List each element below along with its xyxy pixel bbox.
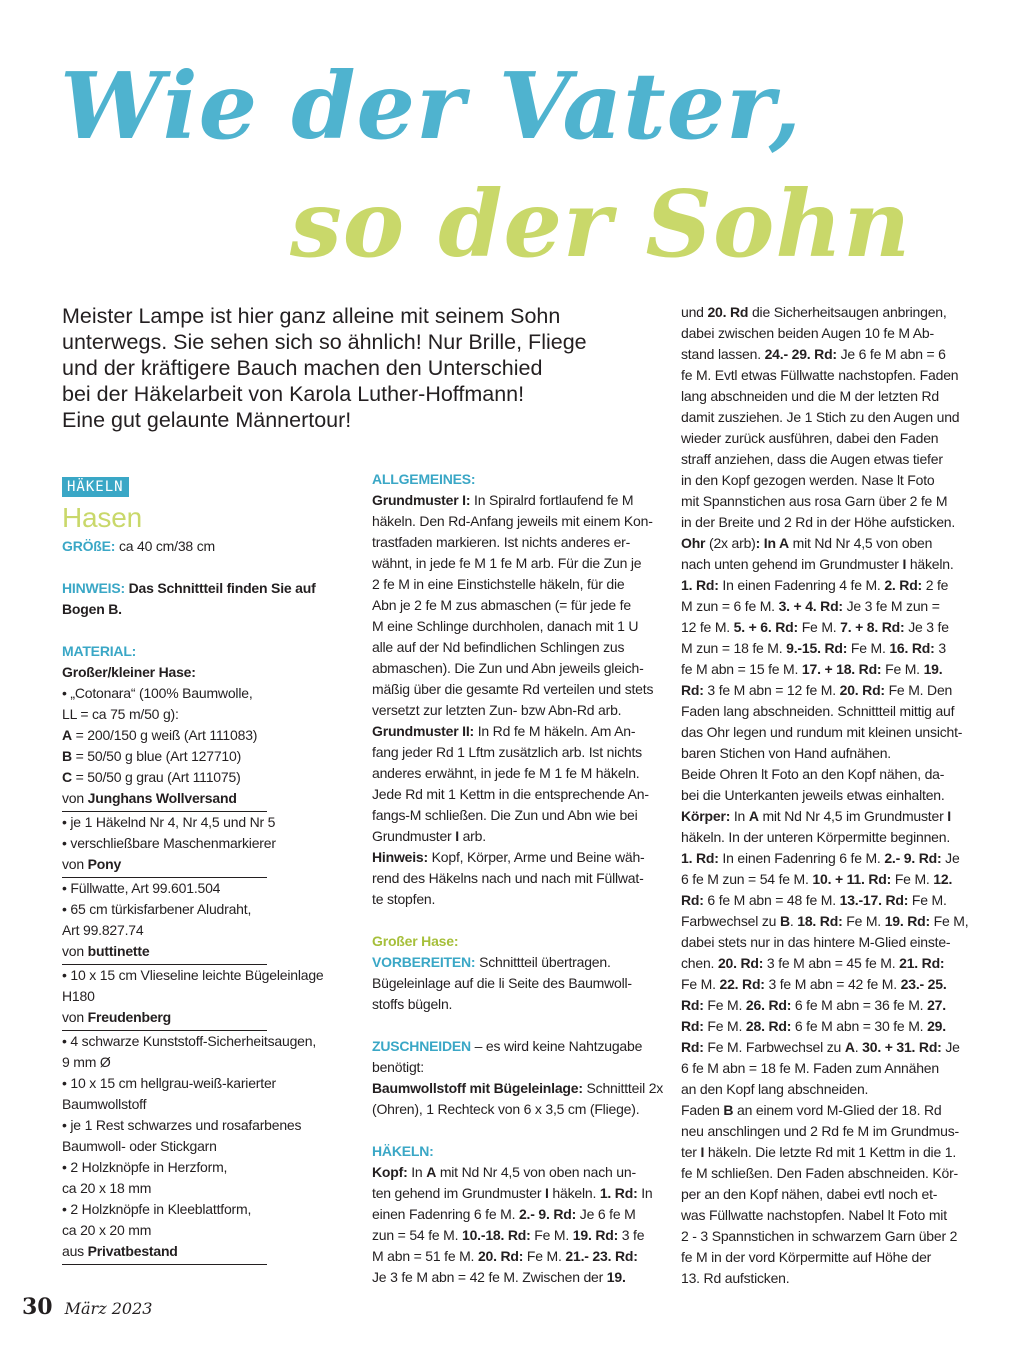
page-number: 30 — [22, 1294, 53, 1320]
supplier-line: von Junghans Wollversand — [62, 790, 237, 806]
material-line: B = 50/50 g blue (Art 127710) — [62, 748, 242, 764]
text-line: lang abschneiden und die M der letzten Rd — [681, 388, 939, 404]
section-heading: Hasen — [62, 502, 142, 533]
intro-line: Eine gut gelaunte Männertour! — [62, 408, 352, 432]
text-line: Bügeleinlage auf die li Seite des Baumwoll- — [372, 975, 632, 991]
intro-line: und der kräftigere Bauch machen den Unterschied — [62, 356, 543, 380]
text-line: Rd: Fe M. 26. Rd: 6 fe M abn = 36 fe M. 27. — [681, 997, 946, 1013]
text-line: an den Kopf lang abschneiden. — [681, 1081, 869, 1097]
text-line: M zun = 18 fe M. 9.-15. Rd: Fe M. 16. Rd: 3 — [681, 640, 946, 656]
material-line: ca 20 x 20 mm — [62, 1222, 152, 1238]
material-line: • 10 x 15 cm hellgrau-weiß-karierter — [62, 1075, 276, 1091]
text-line: in der Breite und 2 Rd in der Höhe aufsticken. — [681, 514, 956, 530]
text-line: fe M. Evtl etwas Füllwatte nachstopfen. Faden — [681, 367, 959, 383]
text-line: in den Kopf gezogen werden. Nase lt Foto — [681, 472, 935, 488]
crochet-heading: HÄKELN: — [372, 1143, 434, 1159]
text-line: häkeln. In der unteren Körpermitte beginnen. — [681, 829, 951, 845]
material-line: LL = ca 75 m/50 g): — [62, 706, 179, 722]
material-line: • je 1 Häkelnd Nr 4, Nr 4,5 und Nr 5 — [62, 814, 276, 830]
text-line: chen. 20. Rd: 3 fe M abn = 45 fe M. 21. Rd: — [681, 955, 945, 971]
intro-line: bei der Häkelarbeit von Karola Luther-Hoffmann! — [62, 382, 525, 406]
text-line: dabei zwischen beiden Augen 10 fe M Ab- — [681, 325, 934, 341]
material-line: • 4 schwarze Kunststoff-Sicherheitsaugen, — [62, 1033, 317, 1049]
text-line: 2 fe M in eine Einstichstelle häkeln, für die — [372, 576, 625, 592]
material-line: Baumwollstoff — [62, 1096, 147, 1112]
text-line: ter I häkeln. Die letzte Rd mit 1 Kettm in die 1. — [681, 1144, 957, 1160]
hint-line: HINWEIS: Das Schnittteil finden Sie auf — [62, 580, 316, 596]
text-line: Grundmuster I: In Spiralrd fortlaufend fe M — [372, 492, 634, 508]
text-line: 2 - 3 Spannstichen in schwarzem Garn über 2 — [681, 1228, 958, 1244]
text-line: versetzt zur letzten Zun- bzw Abn-Rd arb. — [372, 702, 622, 718]
text-line: wähnt, in jede fe M 1 fe M arb. Für die Zun je — [372, 555, 642, 571]
issue-date: März 2023 — [64, 1299, 153, 1318]
material-line: • 65 cm türkisfarbener Aludraht, — [62, 901, 252, 917]
intro-text — [62, 303, 652, 433]
text-line: baren Stichen von Hand aufnähen. — [681, 745, 891, 761]
text-line: Rd: Fe M. Farbwechsel zu A. 30. + 31. Rd: Je — [681, 1039, 960, 1055]
text-line: Faden B an einem vord M-Glied der 18. Rd — [681, 1102, 942, 1118]
supplier-line: von Pony — [62, 856, 122, 872]
text-line: 1. Rd: In einen Fadenring 4 fe M. 2. Rd: 2 fe — [681, 577, 949, 593]
material-line: Baumwoll- oder Stickgarn — [62, 1138, 217, 1154]
text-line: Jede Rd mit 1 Kettm in die entsprechende An- — [372, 786, 649, 802]
text-line: Rd: 6 fe M abn = 48 fe M. 13.-17. Rd: Fe M. — [681, 892, 947, 908]
text-line: fangs-M schließen. Die Zun und Abn wie bei — [372, 807, 638, 823]
text-line: te stopfen. — [372, 891, 436, 907]
text-line: ten gehend im Grundmuster I häkeln. 1. Rd: In — [372, 1185, 653, 1201]
supplier-line: von buttinette — [62, 943, 150, 959]
text-line: trastfaden markieren. Ist nichts anderes er- — [372, 534, 631, 550]
text-line: M zun = 6 fe M. 3. + 4. Rd: Je 3 fe M zun = — [681, 598, 940, 614]
material-line: Art 99.827.74 — [62, 922, 144, 938]
material-line: • 2 Holzknöpfe in Herzform, — [62, 1159, 228, 1175]
supplier-line: aus Privatbestand — [62, 1243, 178, 1259]
size-line: GRÖßE: ca 40 cm/38 cm — [62, 538, 215, 554]
material-line: • Füllwatte, Art 99.601.504 — [62, 880, 221, 896]
column-instructions-2 — [681, 302, 971, 1289]
text-line: bei die Unterkanten jeweils etwas einhalten. — [681, 787, 945, 803]
text-line: zun = 54 fe M. 10.-18. Rd: Fe M. 19. Rd: 3 fe — [372, 1227, 645, 1243]
text-line: mäßig über die gesamte Rd verteilen und stets — [372, 681, 654, 697]
text-line: alle auf der Nd befindlichen Schlingen zus — [372, 639, 625, 655]
page-footer — [22, 1294, 152, 1320]
text-line: 6 fe M abn = 18 fe M. Faden zum Annähen — [681, 1060, 939, 1076]
text-line: und 20. Rd die Sicherheitsaugen anbringen, — [681, 304, 947, 320]
title-line-2: so der Sohn — [290, 170, 912, 278]
material-line: A = 200/150 g weiß (Art 111083) — [62, 727, 258, 743]
text-line: VORBEREITEN: Schnittteil übertragen. — [372, 954, 611, 970]
text-line: 12 fe M. 5. + 6. Rd: Fe M. 7. + 8. Rd: Je 3 fe — [681, 619, 949, 635]
material-heading: MATERIAL: — [62, 643, 137, 659]
text-line: M abn = 51 fe M. 20. Rd: Fe M. 21.- 23. Rd: — [372, 1248, 638, 1264]
text-line: Je 3 fe M abn = 42 fe M. Zwischen der 19. — [372, 1269, 626, 1285]
text-line: 6 fe M zun = 54 fe M. 10. + 11. Rd: Fe M. 12. — [681, 871, 953, 887]
text-line: häkeln. Den Rd-Anfang jeweils mit einem Kon- — [372, 513, 653, 529]
material-subheading: Großer/kleiner Hase: — [62, 664, 196, 680]
material-line: • verschließbare Maschenmarkierer — [62, 835, 276, 851]
material-line: C = 50/50 g grau (Art 111075) — [62, 769, 241, 785]
text-line: Grundmuster II: In Rd fe M häkeln. Am An- — [372, 723, 636, 739]
material-line: • 2 Holzknöpfe in Kleeblattform, — [62, 1201, 252, 1217]
text-line: fe M schließen. Den Faden abschneiden. Kör- — [681, 1165, 958, 1181]
text-line: straff anziehen, dass die Augen etwas tiefer — [681, 451, 943, 467]
text-line: Rd: 3 fe M abn = 12 fe M. 20. Rd: Fe M. Den — [681, 682, 953, 698]
text-line: das Ohr legen und rundum mit kleinen unsicht- — [681, 724, 963, 740]
text-line: Beide Ohren lt Foto an den Kopf nähen, da- — [681, 766, 945, 782]
text-line: nach unten gehend im Grundmuster I häkeln. — [681, 556, 954, 572]
material-line: • 10 x 15 cm Vlieseline leichte Bügeleinlage — [62, 967, 324, 983]
text-line: abmaschen). Die Zun und Abn jeweils gleich- — [372, 660, 644, 676]
text-line: wieder zurück ausführen, dabei den Faden — [681, 430, 939, 446]
text-line: fe M abn = 15 fe M. 17. + 18. Rd: Fe M. 19. — [681, 661, 943, 677]
text-line: Kopf: In A mit Nd Nr 4,5 von oben nach un- — [372, 1164, 636, 1180]
material-line: • je 1 Rest schwarzes und rosafarbenes — [62, 1117, 302, 1133]
text-line: M eine Schlinge durchholen, danach mit 1 U — [372, 618, 639, 634]
text-line: neu anschlingen und 2 Rd fe M im Grundmus- — [681, 1123, 959, 1139]
column-materials — [62, 476, 347, 1265]
text-line: (Ohren), 1 Rechteck von 6 x 3,5 cm (Fliege). — [372, 1101, 640, 1117]
text-line: Abn je 2 fe M zus abmaschen (= für jede fe — [372, 597, 631, 613]
large-rabbit-heading: Großer Hase: — [372, 933, 459, 949]
text-line: fe M in der vord Körpermitte auf Höhe der — [681, 1249, 932, 1265]
title-line-1: Wie der Vater, — [60, 52, 802, 160]
text-line: ZUSCHNEIDEN – es wird keine Nahtzugabe — [372, 1038, 643, 1054]
intro-line: unterwegs. Sie sehen sich so ähnlich! Nur Brille, Fliege — [62, 330, 587, 354]
text-line: Grundmuster I arb. — [372, 828, 486, 844]
text-line: per an den Kopf nähen, dabei evtl noch et- — [681, 1186, 938, 1202]
material-line: • „Cotonara“ (100% Baumwolle, — [62, 685, 253, 701]
text-line: damit zusziehen. Je 1 Stich zu den Augen und — [681, 409, 960, 425]
text-line: Ohr (2x arb): In A mit Nd Nr 4,5 von oben — [681, 535, 933, 551]
divider — [62, 1264, 267, 1265]
text-line: Fe M. 22. Rd: 3 fe M abn = 42 fe M. 23.- 25. — [681, 976, 947, 992]
text-line: benötigt: — [372, 1059, 424, 1075]
text-line: anderes erwähnt, in jede fe M 1 fe M häkeln. — [372, 765, 640, 781]
text-line: mit Spannstichen aus rosa Garn über 2 fe M — [681, 493, 948, 509]
text-line: Farbwechsel zu B. 18. Rd: Fe M. 19. Rd: Fe M, — [681, 913, 969, 929]
text-line: 1. Rd: In einen Fadenring 6 fe M. 2.- 9. Rd: Je — [681, 850, 960, 866]
intro-line: Meister Lampe ist hier ganz alleine mit seinem Sohn — [62, 304, 561, 328]
section-tag: HÄKELN — [62, 477, 129, 497]
text-line: dabei stets nur in das hintere M-Glied einste- — [681, 934, 951, 950]
text-line: einen Fadenring 6 fe M. 2.- 9. Rd: Je 6 fe M — [372, 1206, 636, 1222]
text-line: rend des Häkelns nach und nach mit Füllwat- — [372, 870, 644, 886]
text-line: stand lassen. 24.- 29. Rd: Je 6 fe M abn = 6 — [681, 346, 946, 362]
text-line: stoffs bügeln. — [372, 996, 453, 1012]
text-line: 13. Rd aufsticken. — [681, 1270, 790, 1286]
text-line: Körper: In A mit Nd Nr 4,5 im Grundmuster I — [681, 808, 951, 824]
text-line: Rd: Fe M. 28. Rd: 6 fe M abn = 30 fe M. 29. — [681, 1018, 946, 1034]
material-line: ca 20 x 18 mm — [62, 1180, 152, 1196]
text-line: Faden lang abschneiden. Schnittteil mittig auf — [681, 703, 955, 719]
text-line: Hinweis: Kopf, Körper, Arme und Beine wäh- — [372, 849, 645, 865]
text-line: Baumwollstoff mit Bügeleinlage: Schnittteil 2x — [372, 1080, 664, 1096]
column-instructions-1 — [372, 469, 662, 1288]
text-line: was Füllwatte nachstopfen. Nabel lt Foto mit — [681, 1207, 947, 1223]
material-line: H180 — [62, 988, 95, 1004]
hint-line: Bogen B. — [62, 601, 122, 617]
general-heading: ALLGEMEINES: — [372, 471, 476, 487]
supplier-line: von Freudenberg — [62, 1009, 172, 1025]
material-line: 9 mm Ø — [62, 1054, 111, 1070]
text-line: fang jeder Rd 1 Lftm zusätzlich arb. Ist nichts — [372, 744, 642, 760]
